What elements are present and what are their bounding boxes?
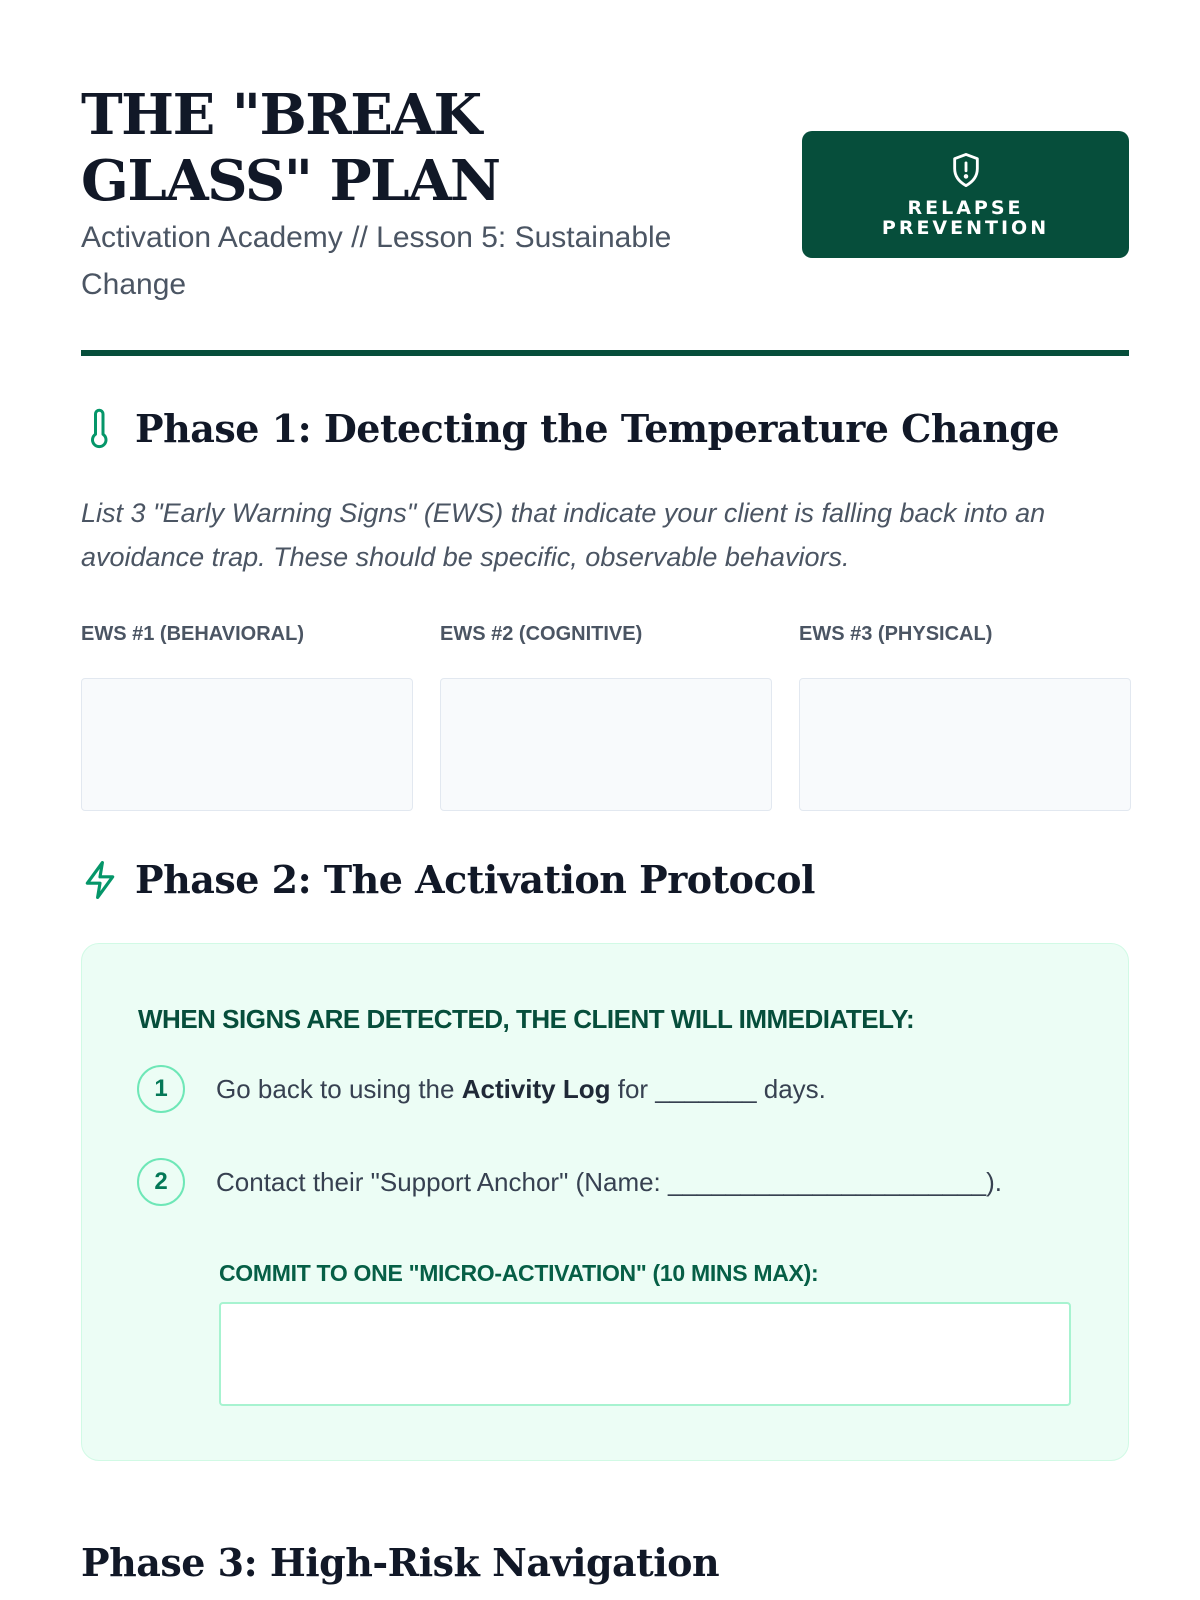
- step-1-text-lead: Go back to using the: [216, 1073, 462, 1104]
- ews-3-group: [799, 620, 1131, 811]
- phase-1-instructions: List 3 "Early Warning Signs" (EWS) that indicate your client is falling back into an avoidance trap. These should be specific, observable behaviors.: [81, 498, 1046, 572]
- ews-1-input[interactable]: [81, 678, 413, 811]
- protocol-step-1: [137, 1065, 826, 1113]
- ews-2-input[interactable]: [440, 678, 772, 811]
- badge-label: RELAPSE PREVENTION: [881, 197, 1050, 239]
- protocol-step-2: [137, 1158, 1002, 1206]
- protocol-heading: WHEN SIGNS ARE DETECTED, THE CLIENT WILL IMMEDIATELY:: [138, 1004, 915, 1034]
- step-1-text-bold: Activity Log: [461, 1073, 611, 1104]
- micro-activation-label: COMMIT TO ONE "MICRO-ACTIVATION" (10 MINS MAX):: [219, 1260, 819, 1286]
- lightning-icon: [81, 859, 119, 901]
- phase-1-title: Phase 1: Detecting the Temperature Change: [135, 406, 1059, 451]
- ews-3-input[interactable]: [799, 678, 1131, 811]
- activation-protocol-card: [81, 943, 1129, 1461]
- phase-2-title: Phase 2: The Activation Protocol: [135, 857, 815, 902]
- shield-alert-icon: [949, 151, 983, 198]
- step-2-text: Contact their "Support Anchor" (Name: ______________________).: [216, 1166, 1003, 1197]
- ews-1-label: EWS #1 (BEHAVIORAL): [81, 623, 304, 645]
- page-subtitle: Activation Academy // Lesson 5: Sustainable Change: [81, 221, 672, 301]
- step-number-badge: 1: [137, 1065, 185, 1113]
- relapse-prevention-badge: [802, 131, 1129, 258]
- ews-1-group: [81, 620, 413, 811]
- header-divider: [81, 350, 1129, 356]
- thermometer-icon: [81, 408, 119, 450]
- micro-activation-input[interactable]: [219, 1302, 1071, 1406]
- phase-1-heading: [81, 406, 1059, 451]
- ews-3-label: EWS #3 (PHYSICAL): [799, 623, 993, 645]
- phase-2-heading: [81, 857, 815, 902]
- ews-2-group: [440, 620, 772, 811]
- step-number-badge: 2: [137, 1158, 185, 1206]
- phase-3-title: Phase 3: High-Risk Navigation: [81, 1540, 720, 1585]
- phase-3-heading: [81, 1540, 719, 1585]
- page-title: THE "BREAK GLASS" PLAN: [81, 82, 500, 214]
- step-1-text: [216, 1074, 826, 1105]
- step-1-text-tail: for _______ days.: [610, 1073, 826, 1104]
- ews-2-label: EWS #2 (COGNITIVE): [440, 623, 643, 645]
